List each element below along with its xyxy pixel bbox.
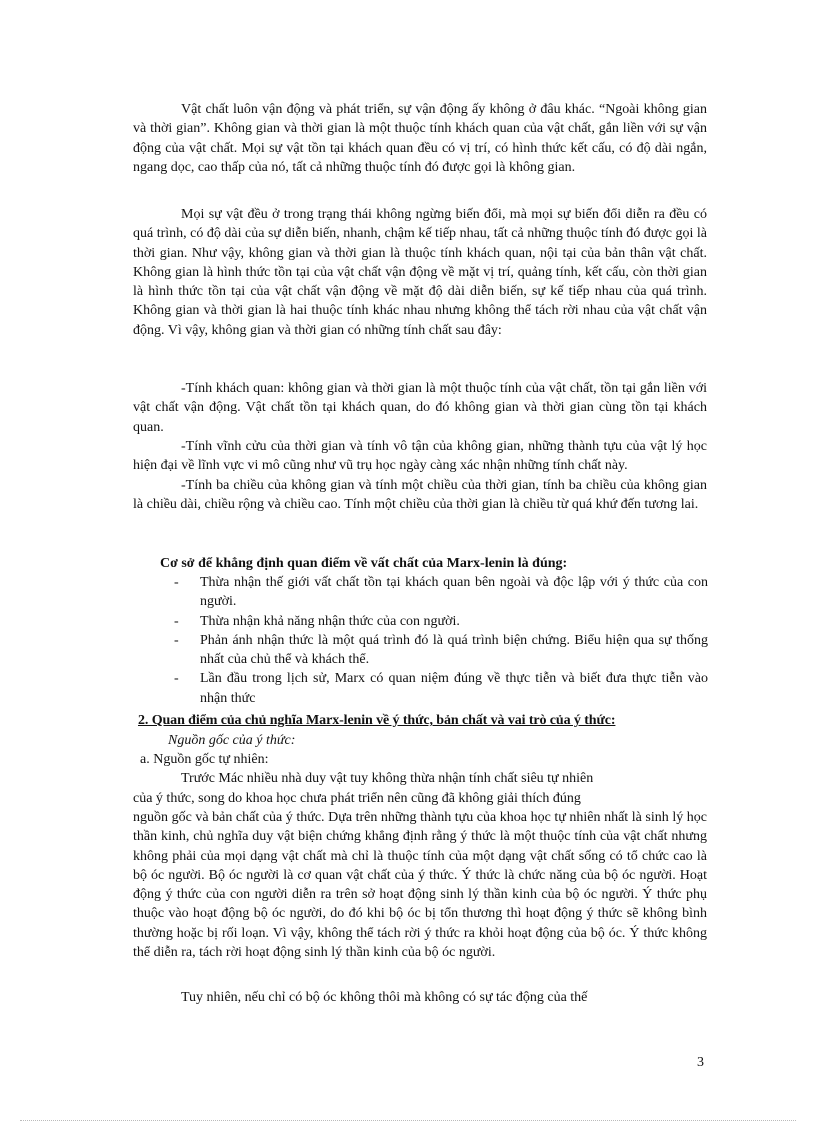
- subheading-origin: Nguồn gốc của ý thức:: [168, 733, 296, 748]
- page-number: 3: [697, 1055, 704, 1070]
- paragraph-origin-body: nguồn gốc và bản chất của ý thức. Dựa trên những thành tựu của khoa học tự nhiên nhất là sinh lý học thần kinh, chủ nghĩa duy vật biện chứng khẳng định rằng ý thức là một thuộc tính của vật chất nhưng không phải của mọi dạng vật chất mà chỉ là thuộc tính của một dạng vật chất sống có tổ chức cao là bộ óc người. Bộ óc người là cơ quan vật chất của ý thức. Ý thức là chức năng của bộ óc người. Hoạt động ý thức của con người diễn ra trên sở hoạt động sinh lý thần kinh của bộ óc người. Ý thức phụ thuộc vào hoạt động bộ óc người, do đó khi bộ óc bị tổn thương thì hoạt động ý thức sẽ không bình thường hoặc bị rối loạn. Vì vậy, không thể tách rời ý thức ra khỏi hoạt động của bộ óc. Ý thức không thể diễn ra, tách rời hoạt động sinh lý thần kinh của bộ óc người.: [133, 810, 707, 961]
- section-heading-consciousness: 2. Quan điểm của chủ nghĩa Marx-lenin về ý thức, bản chất và vai trò của ý thức:: [138, 713, 616, 728]
- page-bottom-divider: [20, 1120, 796, 1121]
- basis-list: [170, 573, 708, 708]
- list-item: [170, 573, 708, 612]
- dash-bullet-icon: -: [174, 575, 179, 590]
- paragraph-origin-line2: của ý thức, song do khoa học chưa phát triển nên cũng đã không giải thích đúng: [133, 791, 581, 806]
- list-item-text: Lần đầu trong lịch sử, Marx có quan niệm đúng về thực tiễn và biết đưa thực tiễn vào nhận thức: [200, 671, 708, 706]
- paragraph-eternity: -Tính vĩnh cửu của thời gian và tính vô tận của không gian, những thành tựu của vật lý học hiện đại về lĩnh vực vi mô cũng như vũ trụ học ngày càng xác nhận những tính chất này.: [133, 439, 707, 474]
- list-item: [170, 669, 708, 708]
- list-item-text: Thừa nhận thế giới vất chất tồn tại khách quan bên ngoài và độc lập với ý thức của con người.: [200, 575, 708, 610]
- list-item-text: Phản ánh nhận thức là một quá trình đó là quá trình biện chứng. Biểu hiện qua sự thống nhất của chủ thể và khách thể.: [200, 632, 708, 668]
- paragraph-origin-line1: Trước Mác nhiều nhà duy vật tuy không thừa nhận tính chất siêu tự nhiên: [181, 771, 594, 786]
- paragraph-however: Tuy nhiên, nếu chỉ có bộ óc không thôi mà không có sự tác động của thế: [181, 990, 588, 1005]
- paragraph-time: Mọi sự vật đều ở trong trạng thái không ngừng biến đổi, mà mọi sự biến đổi diễn ra đều có quá trình, có độ dài của sự diễn biến, nhanh, chậm kế tiếp nhau, tất cả những thuộc tính đó được gọi là thời gian. Như vậy, không gian và thời gian là thuộc tính khách quan, nội tại của bản thân vật chất. Không gian là hình thức tồn tại của vật chất vận động về mặt vị trí, quảng tính, kết cấu, còn thời gian là hình thức tồn tại của vật chất vận động về mặt độ dài diễn biến, sự kế tiếp nhau của quá trình. Không gian và thời gian là hai thuộc tính khác nhau nhưng không thể tách rời nhau của vật chất vận động. Vì vậy, không gian và thời gian có những tính chất sau đây:: [133, 207, 707, 338]
- dash-bullet-icon: -: [174, 632, 179, 648]
- dash-bullet-icon: -: [174, 671, 179, 687]
- paragraph-space: Vật chất luôn vận động và phát triển, sự vận động ấy không ở đâu khác. “Ngoài không gian và thời gian”. Không gian và thời gian là một thuộc tính khách quan của vật chất, gắn liền với sự vận động của vật chất. Mọi sự vật tồn tại khách quan đều có vị trí, có hình thức kết cấu, có độ dài ngắn, ngang dọc, cao thấp của nó, tất cả những thuộc tính đó được gọi là không gian.: [133, 102, 707, 175]
- list-item: [170, 631, 708, 670]
- list-item-text: Thừa nhận khả năng nhận thức của con người.: [200, 613, 460, 629]
- list-item: [170, 612, 708, 631]
- subheading-natural-origin: a. Nguồn gốc tự nhiên:: [140, 752, 269, 767]
- section-heading-basis: Cơ sở để khẳng định quan điểm về vất chất của Marx-lenin là đúng:: [160, 556, 568, 571]
- paragraph-objectivity: -Tính khách quan: không gian và thời gian là một thuộc tính của vật chất, tồn tại gắn liền với vật chất vận động. Vật chất tồn tại khách quan, do đó không gian và thời gian cùng tồn tại khách quan.: [133, 381, 707, 435]
- paragraph-dimensions: -Tính ba chiều của không gian và tính một chiều của thời gian, tính ba chiều của không gian là chiều dài, chiều rộng và chiều cao. Tính một chiều của thời gian là chiều từ quá khứ đến tương lai.: [133, 478, 707, 513]
- dash-bullet-icon: -: [174, 613, 179, 629]
